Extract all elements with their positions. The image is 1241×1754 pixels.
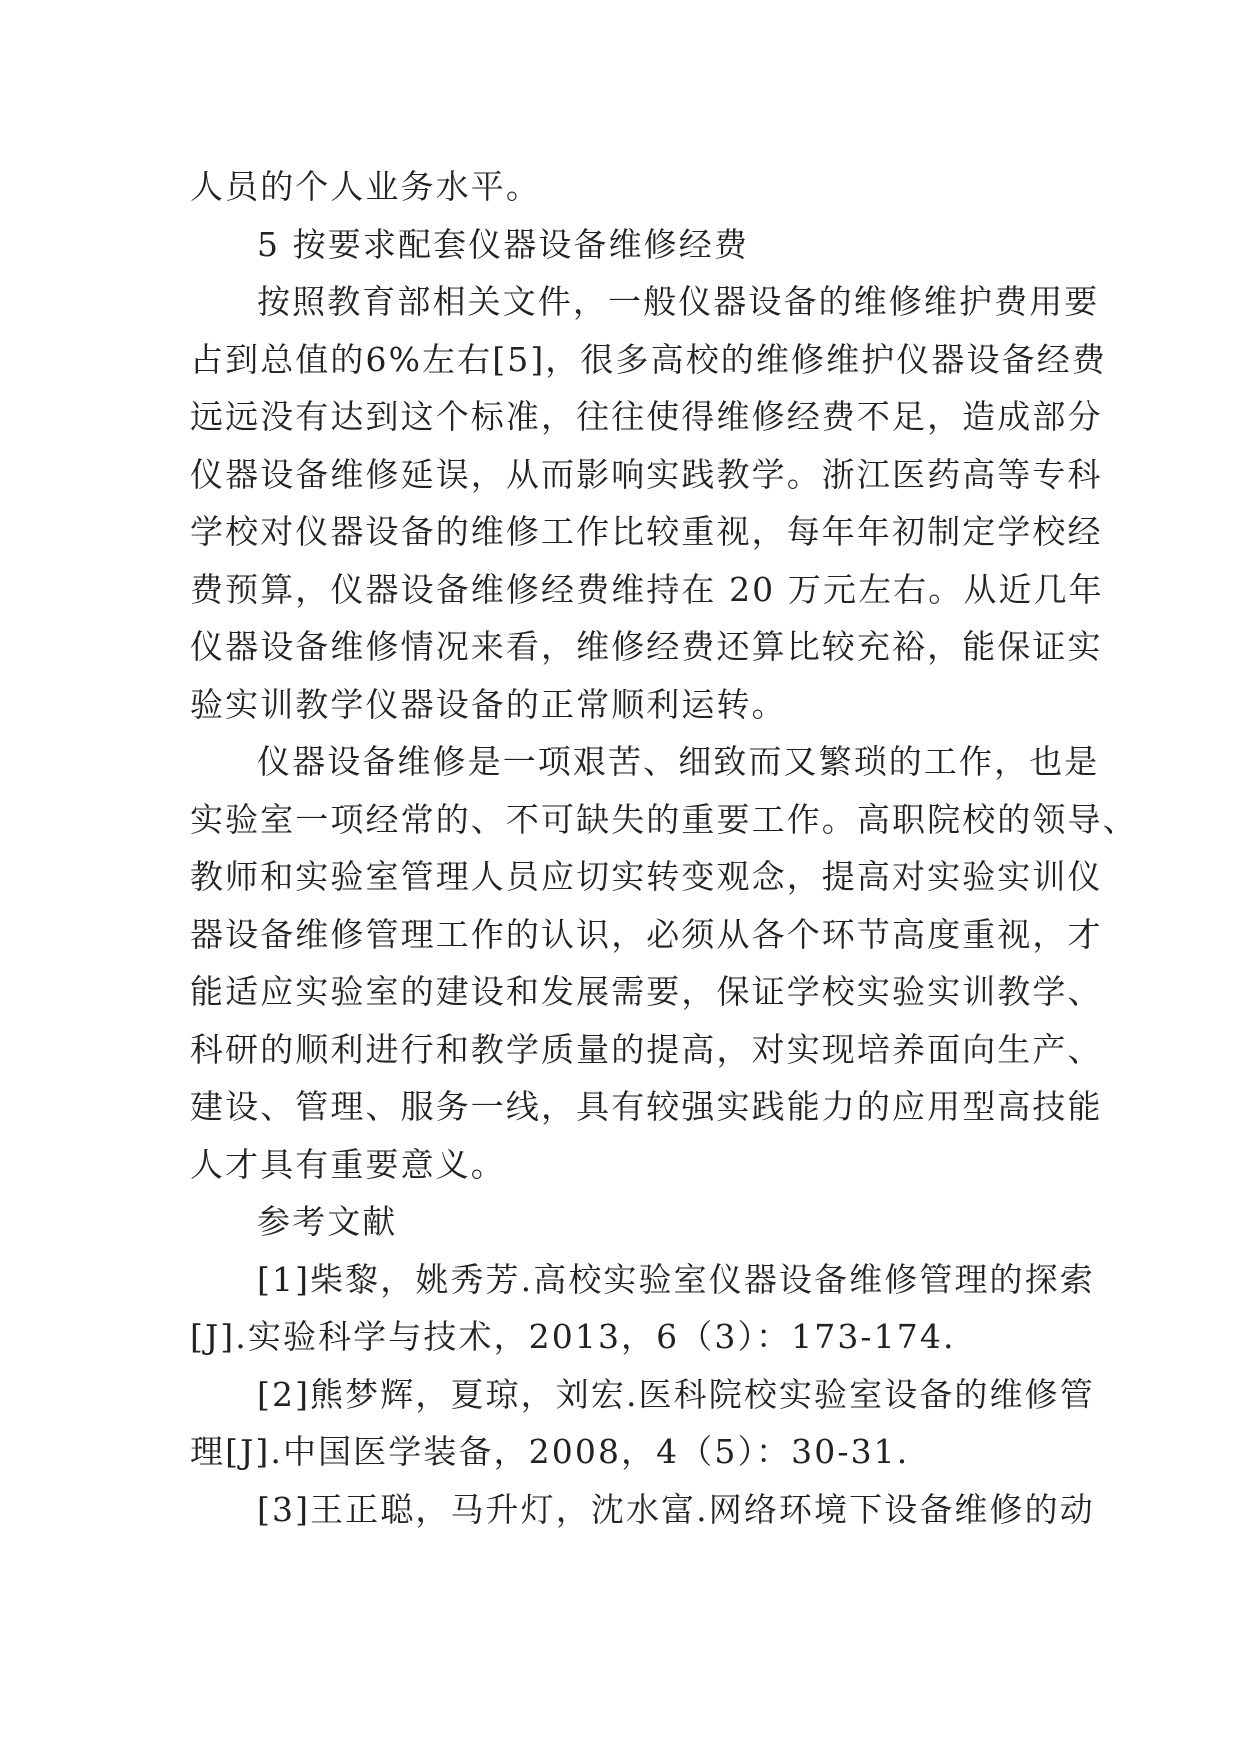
reference-line: [2]熊梦辉，夏琼，刘宏.医科院校实验室设备的维修管 — [257, 1374, 1095, 1414]
reference-line: [1]柴黎，姚秀芳.高校实验室仪器设备维修管理的探索 — [257, 1259, 1095, 1299]
body-line: 器设备维修管理工作的认识，必须从各个环节高度重视，才 — [190, 914, 1103, 954]
body-line: 学校对仪器设备的维修工作比较重视，每年年初制定学校经 — [190, 512, 1103, 551]
body-line: 人才具有重要意义。 — [190, 1144, 506, 1184]
reference-line: 理[J].中国医学装备，2008，4（5）：30-31. — [190, 1432, 910, 1471]
body-line: 科研的顺利进行和教学质量的提高，对实现培养面向生产、 — [190, 1029, 1103, 1069]
reference-line: [3]王正聪，马升灯，沈水富.网络环境下设备维修的动 — [257, 1489, 1095, 1529]
reference-line: [J].实验科学与技术，2013，6（3）：173-174. — [190, 1317, 956, 1356]
body-line: 人员的个人业务水平。 — [190, 167, 541, 206]
body-line: 验实训教学仪器设备的正常顺利运转。 — [190, 684, 787, 724]
body-line: 仪器设备维修延误，从而影响实践教学。浙江医药高等专科 — [190, 454, 1103, 494]
body-line: 实验室一项经常的、不可缺失的重要工作。高职院校的领导、 — [190, 799, 1138, 839]
body-line: 远远没有达到这个标准，往往使得维修经费不足，造成部分 — [190, 397, 1103, 436]
body-line: 教师和实验室管理人员应切实转变观念，提高对实验实训仪 — [190, 857, 1103, 896]
references-heading: 参考文献 — [257, 1202, 398, 1241]
document-body — [190, 158, 1138, 1538]
body-line: 仪器设备维修是一项艰苦、细致而又繁琐的工作，也是 — [257, 742, 1100, 781]
body-line: 建设、管理、服务一线，具有较强实践能力的应用型高技能 — [190, 1087, 1103, 1126]
body-line: 仪器设备维修情况来看，维修经费还算比较充裕，能保证实 — [190, 627, 1103, 666]
body-line: 占到总值的6%左右[5]，很多高校的维修维护仪器设备经费 — [190, 339, 1107, 379]
body-line: 费预算，仪器设备维修经费维持在 20 万元左右。从近几年 — [190, 569, 1104, 609]
body-line: 按照教育部相关文件，一般仪器设备的维修维护费用要 — [257, 282, 1100, 321]
body-line: 能适应实验室的建设和发展需要，保证学校实验实训教学、 — [190, 972, 1103, 1011]
section-heading: 5 按要求配套仪器设备维修经费 — [257, 224, 749, 264]
